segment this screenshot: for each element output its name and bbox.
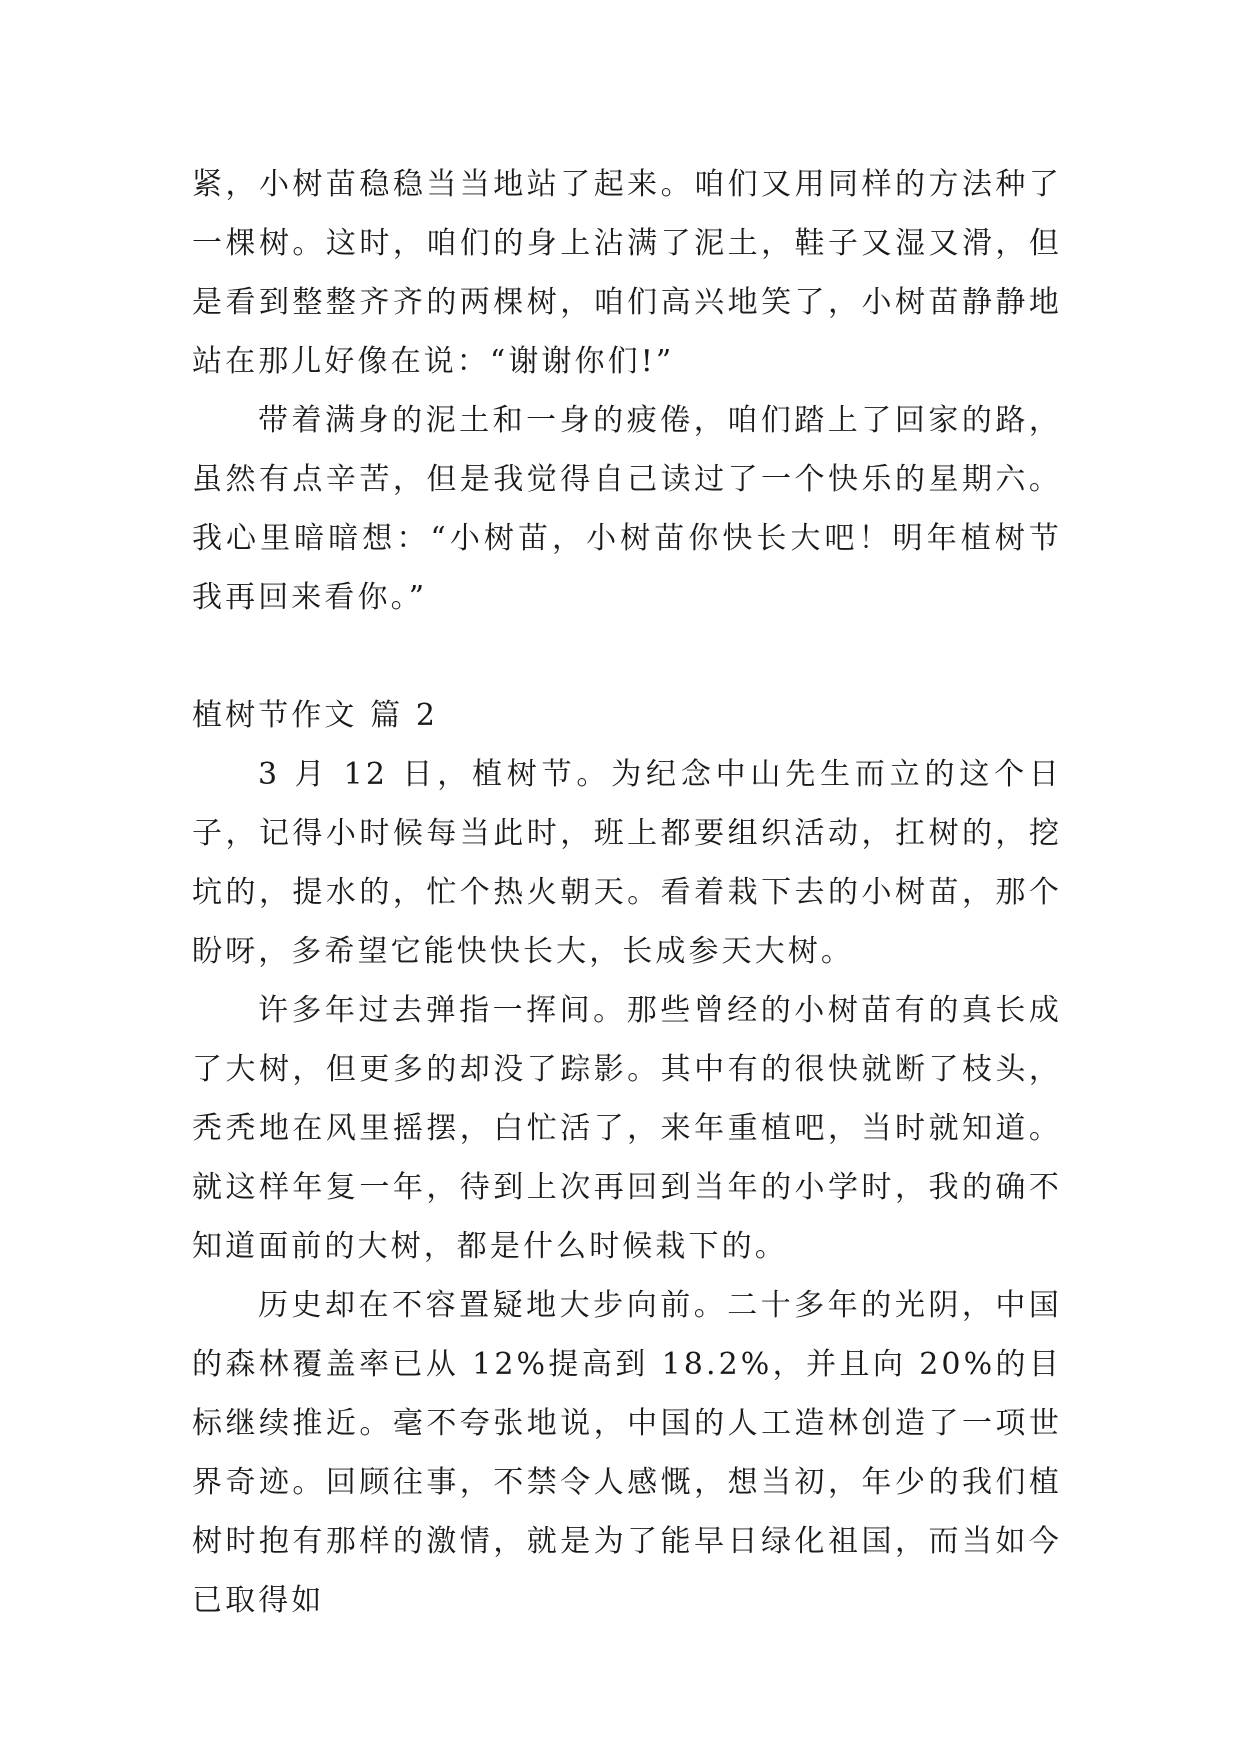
section-heading: 植树节作文 篇 2 xyxy=(192,698,439,733)
paragraph-history: 历史却在不容置疑地大步向前。二十多年的光阴，中国的森林覆盖率已从 12%提高到 18.2%，并且向 20%的目标继续推近。毫不夸张地说，中国的人工造林创造了一项世界奇迹。回顾往事，不禁令人感慨，想当初，年少的我们植树时抱有那样的激情，就是为了能早日绿化祖国，而当如今已取得如 xyxy=(192,1288,1062,1618)
paragraph-continuation: 紧，小树苗稳稳当当地站了起来。咱们又用同样的方法种了一棵树。这时，咱们的身上沾满了泥土，鞋子又湿又滑，但是看到整整齐齐的两棵树，咱们高兴地笑了，小树苗静静地站在那儿好像在说：“谢谢你们!” xyxy=(192,167,1062,379)
paragraph-march-12: 3 月 12 日，植树节。为纪念中山先生而立的这个日子，记得小时候每当此时，班上都要组织活动，扛树的，挖坑的，提水的，忙个热火朝天。看着栽下去的小树苗，那个盼呀，多希望它能快快长大，长成参天大树。 xyxy=(192,757,1062,969)
paragraph-many-years: 许多年过去弹指一挥间。那些曾经的小树苗有的真长成了大树，但更多的却没了踪影。其中有的很快就断了枝头，秃秃地在风里摇摆，白忙活了，来年重植吧，当时就知道。就这样年复一年，待到上次再回到当年的小学时，我的确不知道面前的大树，都是什么时候栽下的。 xyxy=(192,993,1062,1264)
paragraph-return-home: 带着满身的泥土和一身的疲倦，咱们踏上了回家的路，虽然有点辛苦，但是我觉得自己读过了一个快乐的星期六。我心里暗暗想：“小树苗，小树苗你快长大吧！明年植树节我再回来看你。” xyxy=(192,403,1062,615)
document-body xyxy=(192,155,1062,1630)
